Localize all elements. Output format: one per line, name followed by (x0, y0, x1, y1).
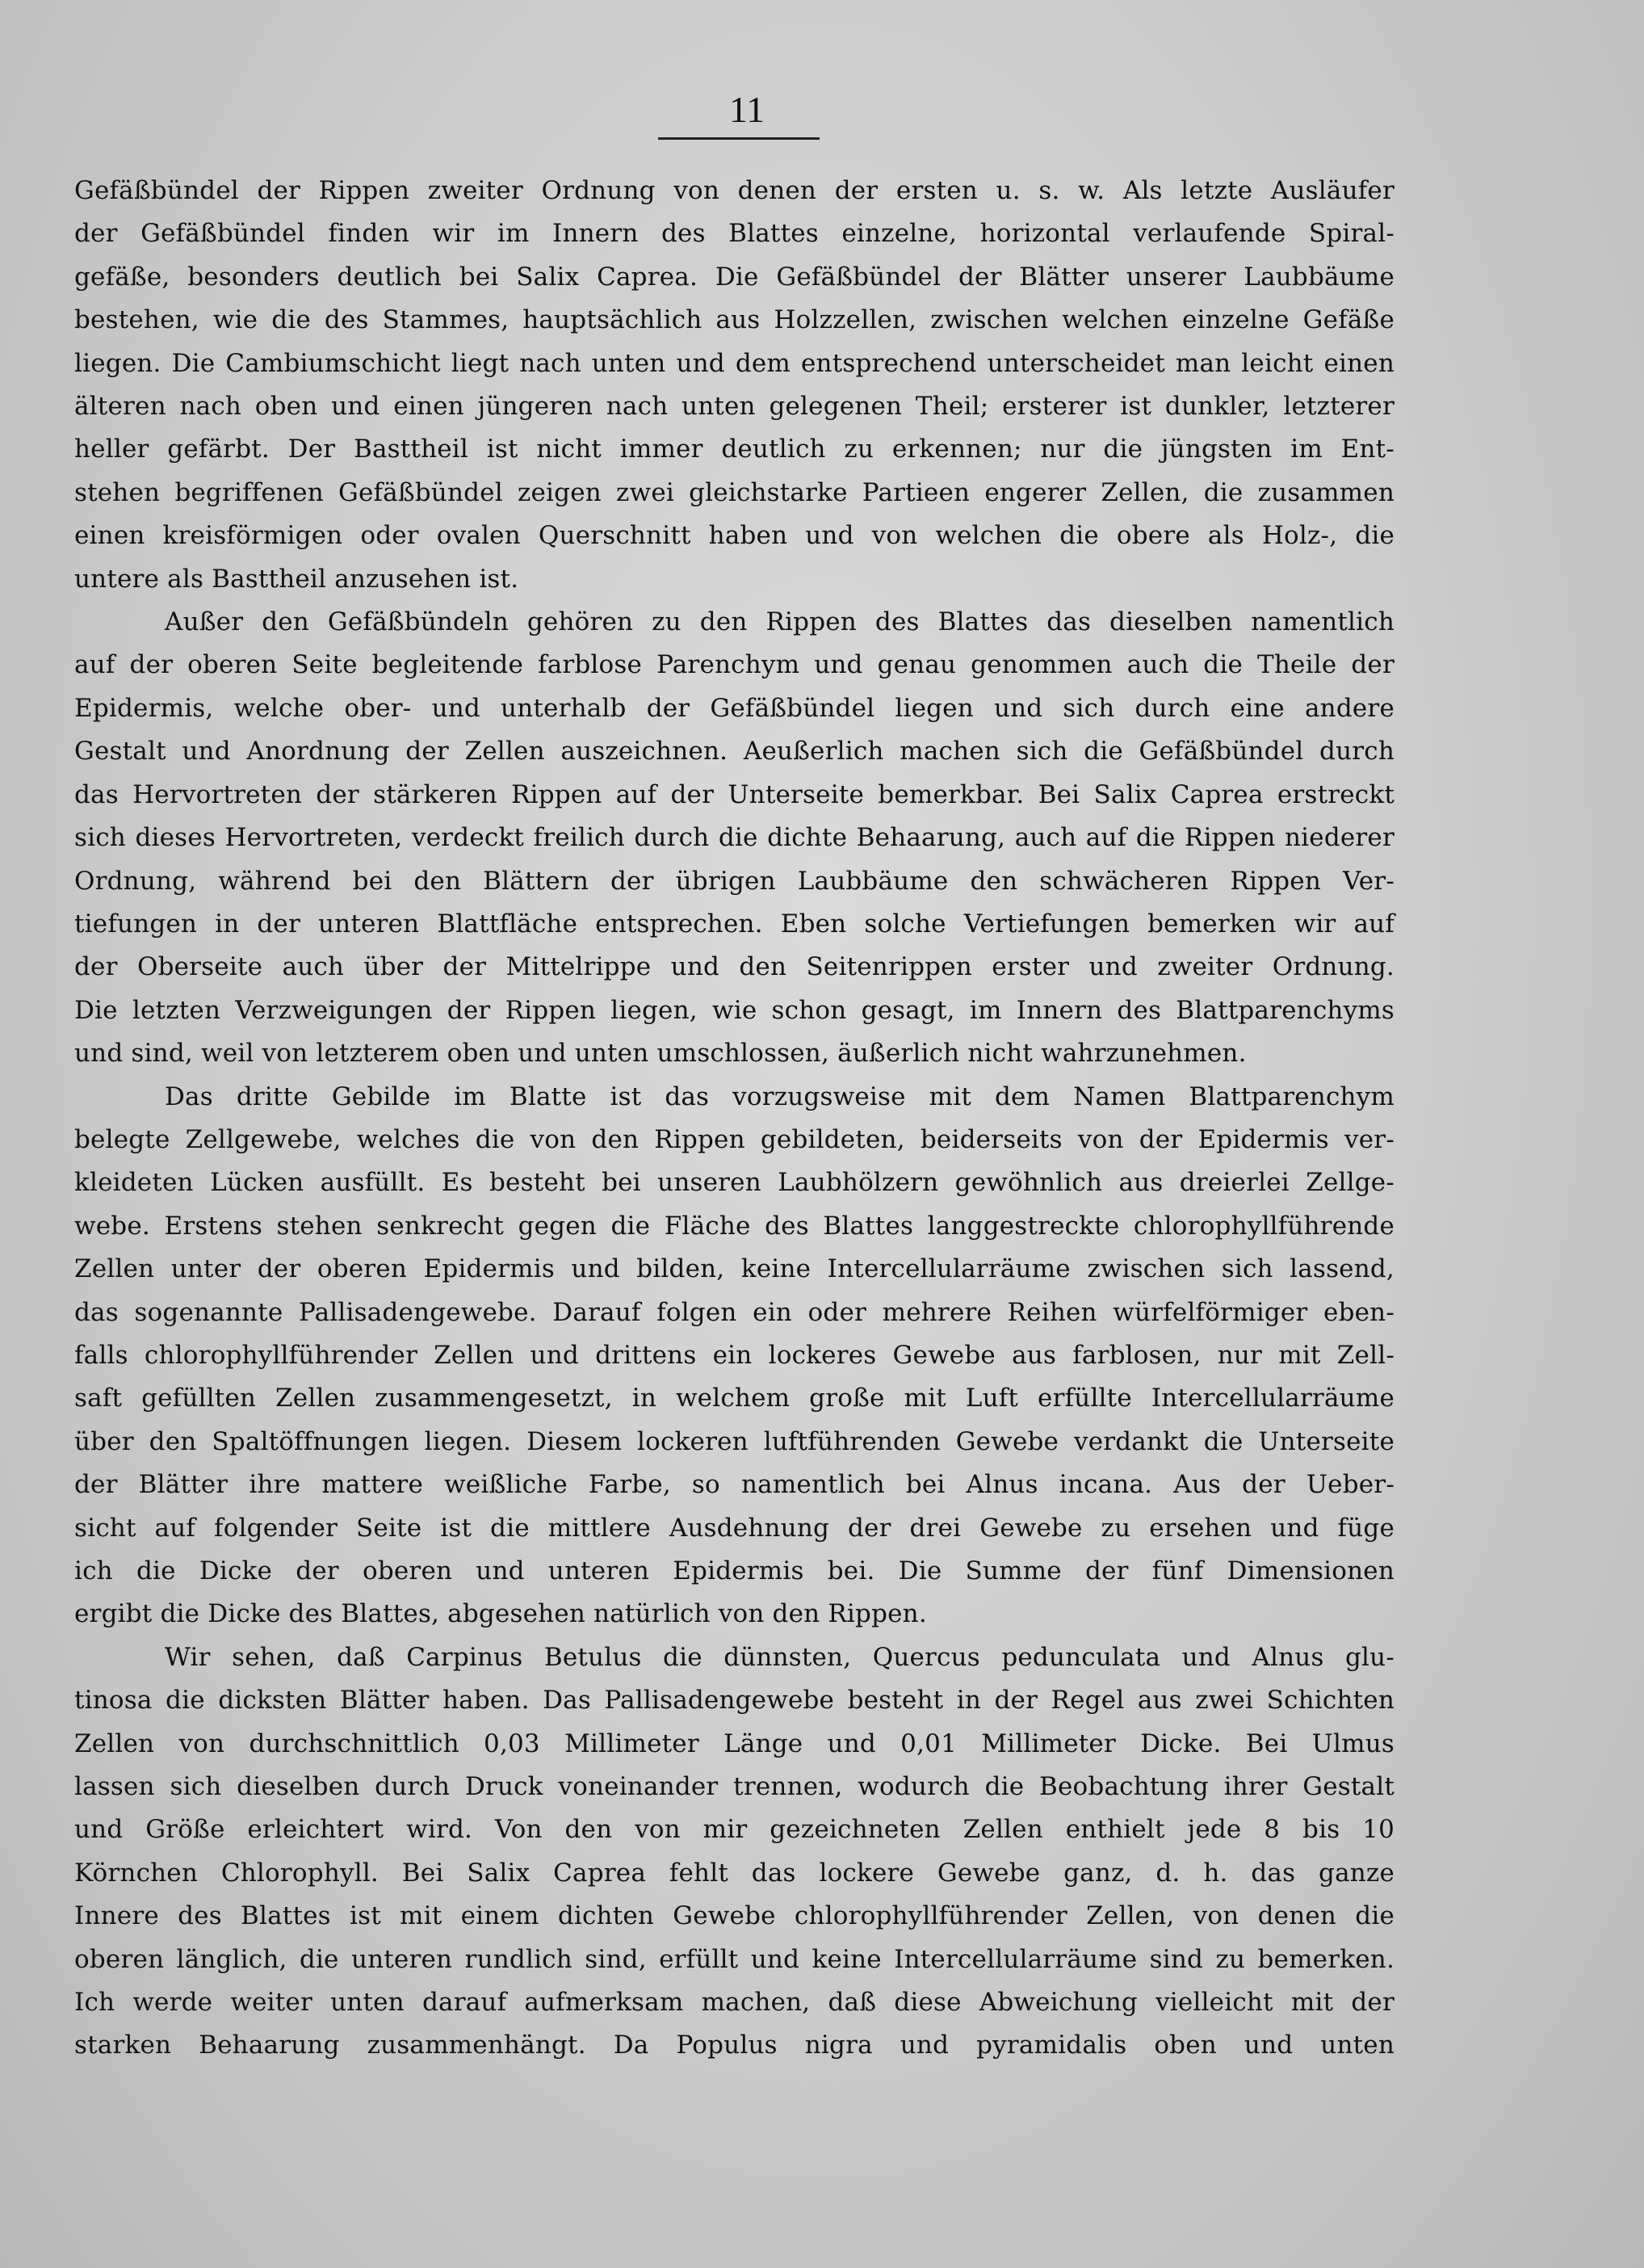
paragraph (74, 1723, 1394, 1766)
text-line: untere als Basttheil anzusehen ist. (74, 564, 519, 594)
paragraph (74, 170, 1394, 212)
body-text (74, 170, 1394, 2068)
paragraph (74, 1377, 1394, 1420)
text-line: kleideten Lücken ausfüllt. Es besteht bei unseren Laubhölzern gewöhnlich aus dreierlei Zellge- (74, 1168, 1394, 1198)
text-line: Zellen von durchschnittlich 0,03 Millimeter Länge und 0,01 Millimeter Dicke. Bei Ulmus (74, 1728, 1394, 1758)
text-line: Epidermis, welche ober- und unterhalb der Gefäßbündel liegen und sich durch eine andere (74, 693, 1394, 723)
text-line: der Blätter ihre mattere weißliche Farbe, so namentlich bei Alnus incana. Aus der Ueber- (74, 1470, 1394, 1500)
text-line: oberen länglich, die unteren rundlich sind, erfüllt und keine Intercellularräume sind zu bemerken. (74, 1944, 1394, 1974)
paragraph (74, 212, 1394, 255)
paragraph (74, 1766, 1394, 1808)
paragraph (74, 1334, 1394, 1377)
paragraph (74, 1119, 1394, 1161)
text-line: saft gefüllten Zellen zusammengesetzt, in welchem große mit Luft erfüllte Intercellularräume (74, 1384, 1394, 1413)
text-line: älteren nach oben und einen jüngeren nach unten gelegenen Theil; ersterer ist dunkler, letzterer (74, 392, 1394, 422)
page-number: 11 (728, 89, 765, 130)
text-line: Wir sehen, daß Carpinus Betulus die dünnsten, Quercus pedunculata und Alnus glu- (165, 1642, 1394, 1672)
paragraph (74, 1421, 1394, 1464)
paragraph (74, 1248, 1394, 1291)
text-line: Das dritte Gebilde im Blatte ist das vorzugsweise mit dem Namen Blattparenchym (165, 1082, 1394, 1111)
paragraph (74, 2024, 1394, 2067)
text-line: ergibt die Dicke des Blattes, abgesehen natürlich von den Rippen. (74, 1599, 927, 1629)
text-line: Zellen unter der oberen Epidermis und bilden, keine Intercellularräume zwischen sich lassend, (74, 1254, 1394, 1284)
paragraph (74, 774, 1394, 817)
paragraph (74, 256, 1394, 299)
paragraph (74, 1550, 1394, 1593)
paragraph (74, 1679, 1394, 1722)
text-line: ich die Dicke der oberen und unteren Epidermis bei. Die Summe der fünf Dimensionen (74, 1556, 1394, 1586)
text-line: Körnchen Chlorophyll. Bei Salix Caprea fehlt das lockere Gewebe ganz, d. h. das ganze (74, 1858, 1394, 1888)
paragraph (74, 1464, 1394, 1506)
paragraph (74, 558, 1394, 601)
paragraph (74, 1507, 1394, 1550)
text-line: das sogenannte Pallisadengewebe. Darauf folgen ein oder mehrere Reihen würfelförmiger eben- (74, 1297, 1394, 1327)
text-line: Gefäßbündel der Rippen zweiter Ordnung von denen der ersten u. s. w. Als letzte Ausläufer (74, 176, 1394, 205)
paragraph (74, 687, 1394, 730)
text-line: tiefungen in der unteren Blattfläche entsprechen. Eben solche Vertiefungen bemerken wir auf (74, 909, 1394, 939)
paragraph (74, 817, 1394, 859)
text-line: tinosa die dicksten Blätter haben. Das Pallisadengewebe besteht in der Regel aus zwei Schichten (74, 1686, 1394, 1716)
paragraph (74, 428, 1394, 471)
paragraph (74, 946, 1394, 989)
text-line: Ordnung, während bei den Blättern der übrigen Laubbäume den schwächeren Rippen Ver- (74, 866, 1394, 896)
paragraph (74, 342, 1394, 385)
paragraph (74, 1593, 1394, 1636)
text-line: Innere des Blattes ist mit einem dichten Gewebe chlorophyllführender Zellen, von denen die (74, 1901, 1394, 1931)
paragraph (74, 1076, 1394, 1119)
paragraph (74, 989, 1394, 1032)
text-line: Außer den Gefäßbündeln gehören zu den Rippen des Blattes das dieselben namentlich (165, 607, 1394, 637)
paragraph (74, 1292, 1394, 1334)
text-line: und Größe erleichtert wird. Von den von mir gezeichneten Zellen enthielt jede 8 bis 10 (74, 1815, 1394, 1845)
paragraph (74, 1981, 1394, 2024)
text-line: einen kreisförmigen oder ovalen Querschnitt haben und von welchen die obere als Holz-, die (74, 521, 1394, 551)
text-line: und sind, weil von letzterem oben und unten umschlossen, äußerlich nicht wahrzunehmen. (74, 1039, 1247, 1069)
paragraph (74, 1808, 1394, 1851)
text-line: der Oberseite auch über der Mittelrippe und den Seitenrippen erster und zweiter Ordnung. (74, 952, 1394, 982)
paragraph (74, 299, 1394, 342)
text-line: heller gefärbt. Der Basttheil ist nicht immer deutlich zu erkennen; nur die jüngsten im Ent- (74, 435, 1394, 464)
text-line: Ich werde weiter unten darauf aufmerksam machen, daß diese Abweichung vielleicht mit der (74, 1988, 1394, 2018)
text-line: über den Spaltöffnungen liegen. Diesem lockeren luftführenden Gewebe verdankt die Unterseite (74, 1426, 1394, 1456)
text-line: lassen sich dieselben durch Druck voneinander trennen, wodurch die Beobachtung ihrer Gestalt (74, 1772, 1394, 1802)
paragraph (74, 514, 1394, 557)
text-line: Gestalt und Anordnung der Zellen auszeichnen. Aeußerlich machen sich die Gefäßbündel durch (74, 737, 1394, 766)
paragraph (74, 1205, 1394, 1248)
text-line: stehen begriffenen Gefäßbündel zeigen zwei gleichstarke Partieen engerer Zellen, die zusammen (74, 477, 1394, 507)
text-line: falls chlorophyllführender Zellen und drittens ein lockeres Gewebe aus farblosen, nur mit Zell- (74, 1340, 1394, 1370)
text-line: bestehen, wie die des Stammes, hauptsächlich aus Holzzellen, zwischen welchen einzelne Gefäße (74, 305, 1394, 335)
paragraph (74, 860, 1394, 903)
paragraph (74, 644, 1394, 687)
text-line: starken Behaarung zusammenhängt. Da Populus nigra und pyramidalis oben und unten (74, 2031, 1394, 2060)
paragraph (74, 385, 1394, 428)
paragraph (74, 730, 1394, 773)
text-line: liegen. Die Cambiumschicht liegt nach unten und dem entsprechend unterscheidet man leicht einen (74, 348, 1394, 378)
text-line: das Hervortreten der stärkeren Rippen auf der Unterseite bemerkbar. Bei Salix Caprea erstreckt (74, 779, 1394, 809)
text-line: sich dieses Hervortreten, verdeckt freilich durch die dichte Behaarung, auch auf die Rippen niederer (74, 823, 1394, 853)
text-line: webe. Erstens stehen senkrecht gegen die Fläche des Blattes langgestreckte chlorophyllführende (74, 1211, 1394, 1241)
paragraph (74, 1938, 1394, 1981)
text-line: auf der oberen Seite begleitende farblose Parenchym und genau genommen auch die Theile der (74, 650, 1394, 680)
paragraph (74, 1636, 1394, 1679)
page-number-rule (658, 137, 820, 140)
paragraph (74, 472, 1394, 514)
paragraph (74, 601, 1394, 644)
text-line: der Gefäßbündel finden wir im Innern des Blattes einzelne, horizontal verlaufende Spiral- (74, 219, 1394, 249)
text-line: sicht auf folgender Seite ist die mittlere Ausdehnung der drei Gewebe zu ersehen und füge (74, 1513, 1394, 1543)
text-line: gefäße, besonders deutlich bei Salix Caprea. Die Gefäßbündel der Blätter unserer Laubbäume (74, 262, 1394, 292)
paragraph (74, 1895, 1394, 1938)
paragraph (74, 1032, 1394, 1075)
text-line: belegte Zellgewebe, welches die von den Rippen gebildeten, beiderseits von der Epidermis ver- (74, 1124, 1394, 1154)
paragraph (74, 1852, 1394, 1895)
paragraph (74, 903, 1394, 946)
paragraph (74, 1161, 1394, 1204)
text-line: Die letzten Verzweigungen der Rippen liegen, wie schon gesagt, im Innern des Blattparenchyms (74, 995, 1394, 1025)
